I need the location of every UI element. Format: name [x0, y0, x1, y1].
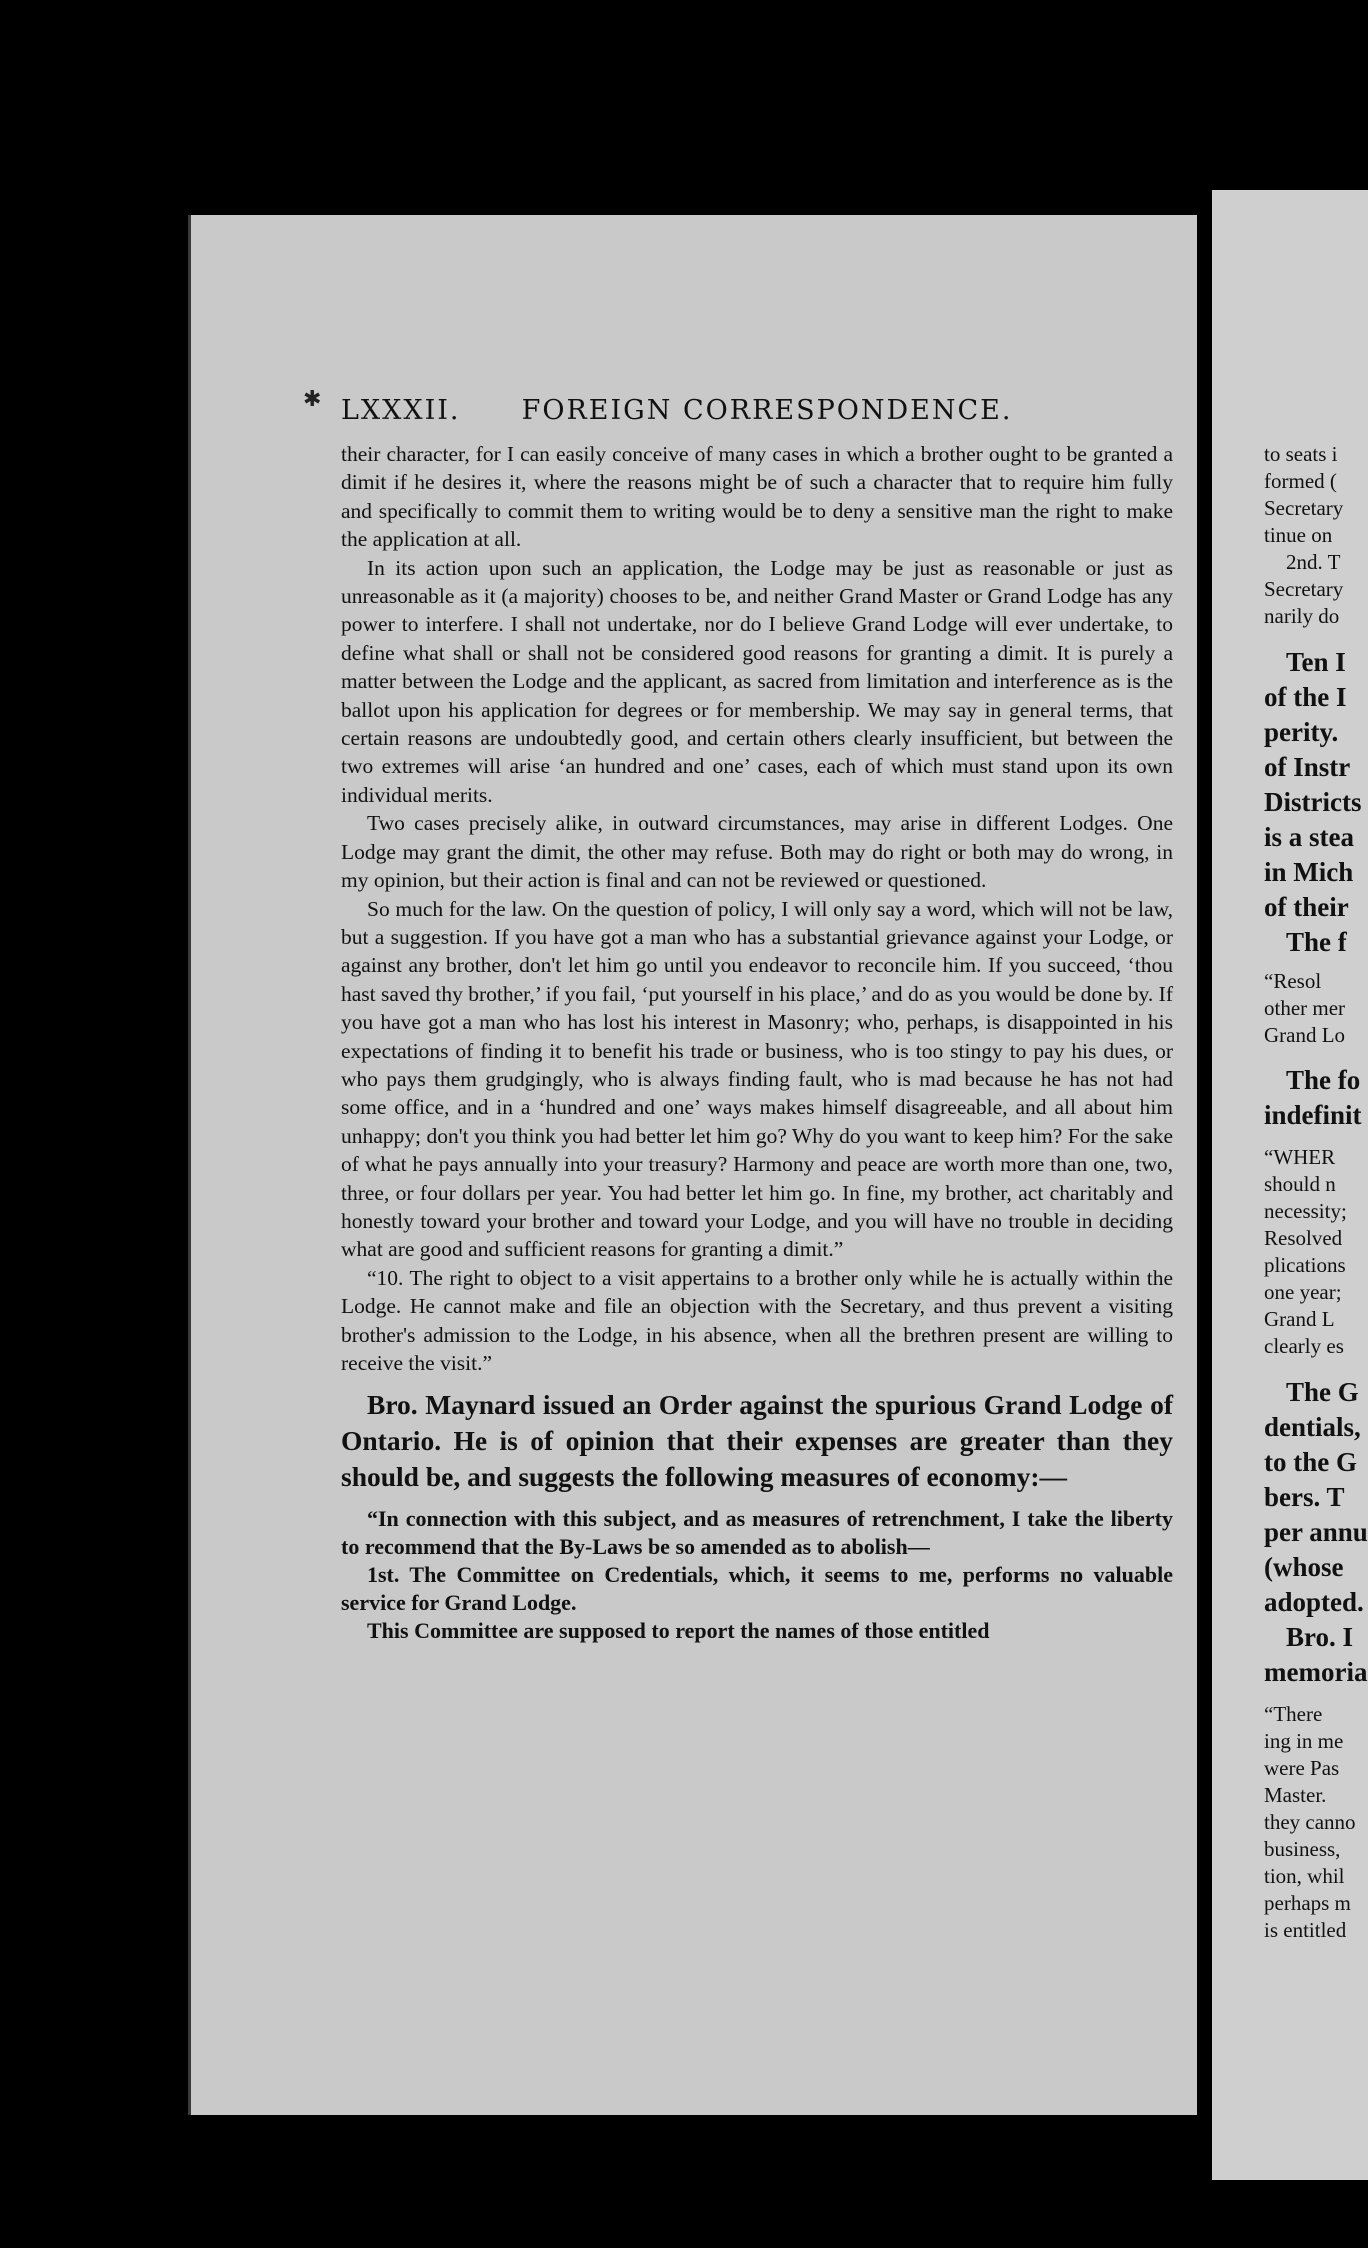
right-page-fragment: Grand Lo	[1264, 1023, 1346, 1047]
right-page-fragment: per annu	[1264, 1517, 1368, 1547]
right-page-fragment: Secretary	[1264, 577, 1344, 601]
right-page-fragment: one year;	[1264, 1280, 1342, 1304]
right-page-fragment: Bro. I	[1286, 1622, 1354, 1652]
right-page-fragment: bers. T	[1264, 1482, 1345, 1512]
right-page-fragment: adopted.	[1264, 1587, 1364, 1617]
right-page-fragment: “WHER	[1264, 1145, 1336, 1169]
right-page-fragment: of Instr	[1264, 752, 1351, 782]
right-page-fragment: they canno	[1264, 1810, 1356, 1834]
page-number: LXXXII.	[341, 395, 461, 426]
left-page	[188, 215, 1197, 2115]
right-page-fragment: is entitled	[1264, 1918, 1347, 1942]
right-page-fragment: to seats i	[1264, 442, 1338, 466]
right-page-fragment: perhaps m	[1264, 1891, 1351, 1915]
right-page-fragment: should n	[1264, 1172, 1336, 1196]
right-page-fragment: (whose	[1264, 1552, 1344, 1582]
right-page-fragment: “Resol	[1264, 969, 1322, 993]
right-page-fragment: Resolved	[1264, 1226, 1343, 1250]
right-page-fragment: of the I	[1264, 682, 1347, 712]
right-page-fragment: The G	[1286, 1377, 1359, 1407]
right-page-fragment: “There	[1264, 1702, 1323, 1726]
right-page-fragment: to the G	[1264, 1447, 1357, 1477]
right-page-fragment: necessity;	[1264, 1199, 1347, 1223]
right-page-fragment: narily do	[1264, 604, 1340, 628]
right-page-fragment: perity.	[1264, 717, 1339, 747]
paragraph: In its action upon such an application, the Lodge may be just as reasonable or just as unreasonable as it (a majority) chooses to be, and neither Grand Master or Grand Lodge has any power to interfere. I shall not undertake, nor do I believe Grand Lodge will ever undertake, to define what shall or shall not be considered good reasons for granting a dimit. It is purely a matter between the Lodge and the applicant, as sacred from limitation and interference as is the ballot upon his application for degrees or for membership. We may say in general terms, that certain reasons are undoubtedly good, and certain others clearly insufficient, but between the two extremes will arise ‘an hundred and one’ cases, each of which must stand upon its own individual merits.	[341, 555, 1173, 807]
right-page-fragment: memoria	[1264, 1657, 1368, 1687]
right-page-fragment: indefinit	[1264, 1100, 1362, 1130]
page-header	[341, 395, 1161, 426]
right-page-fragment: tinue on	[1264, 523, 1333, 547]
right-page-fragment: plications	[1264, 1253, 1346, 1277]
quote-paragraph: 1st. The Committee on Credentials, which, it seems to me, performs no valuable service for Grand Lodge.	[341, 1562, 1173, 1616]
right-page-fragment: Grand L	[1264, 1307, 1335, 1331]
right-page-fragment: 2nd. T	[1286, 550, 1341, 574]
right-page-fragment: The f	[1286, 927, 1347, 957]
right-page-fragment: formed (	[1264, 469, 1337, 493]
right-page-fragment: ing in me	[1264, 1729, 1344, 1753]
right-page-fragment: tion, whil	[1264, 1864, 1345, 1888]
right-page-fragment: were Pas	[1264, 1756, 1340, 1780]
quote-paragraph: “In connection with this subject, and as measures of retrenchment, I take the liberty to recommend that the By-Laws be so amended as to abolish—	[341, 1506, 1173, 1560]
right-page-fragment: business,	[1264, 1837, 1341, 1861]
paragraph: their character, for I can easily conceive of many cases in which a brother ought to be granted a dimit if he desires it, where the reasons might be of such a character that to require him fully and specifically to commit them to writing would be to deny a sensitive man the right to make the application at all.	[341, 442, 1173, 552]
paragraph: So much for the law. On the question of policy, I will only say a word, which will not be law, but a suggestion. If you have got a man who has a substantial grievance against your Lodge, or against any brother, don't let him go until you endeavor to reconcile him. If you succeed, ‘thou hast saved thy brother,’ if you fail, ‘put yourself in his place,’ and do as you would be done by. If you have got a man who has lost his interest in Masonry; who, perhaps, is disappointed in his expectations of finding it to benefit his trade or business, who is too stingy to pay his dues, or who pays them grudgingly, who is always finding fault, who is mad because he has not had some office, and in a ‘hundred and one’ ways makes himself disagreeable, and all about him unhappy; don't you think you had better let him go? Why do you want to keep him? For the sake of what he pays annually into your treasury? Harmony and peace are worth more than one, two, three, or four dollars per year. You had better let him go. In fine, my brother, act charitably and honestly toward your brother and toward your Lodge, and you will have no trouble in deciding what are good and sufficient reasons for granting a dimit.”	[341, 896, 1173, 1262]
section-heading: Bro. Maynard issued an Order against the spurious Grand Lodge of Ontario. He is of opinion that their expenses are greater than they should be, and suggests the following measures of economy:—	[341, 1389, 1173, 1493]
ink-mark: ✱	[303, 387, 322, 412]
paragraph: Two cases precisely alike, in outward circumstances, may arise in different Lodges. One Lodge may grant the dimit, the other may refuse. Both may do right or both may do wrong, in my opinion, but their action is final and can not be reviewed or questioned.	[341, 811, 1173, 893]
right-page-fragment: in Mich	[1264, 857, 1354, 887]
quote-paragraph: This Committee are supposed to report the names of those entitled	[367, 1618, 990, 1644]
right-page-fragment: The fo	[1286, 1065, 1361, 1095]
right-page-fragment: dentials,	[1264, 1412, 1361, 1442]
running-title: FOREIGN CORRESPONDENCE.	[521, 395, 1013, 426]
right-page-fragment: of their	[1264, 892, 1349, 922]
right-page-fragment: is a stea	[1264, 822, 1354, 852]
right-page-fragment: Master.	[1264, 1783, 1327, 1807]
body-text	[341, 440, 1173, 1645]
right-page	[1212, 190, 1368, 2180]
paragraph: “10. The right to object to a visit appertains to a brother only while he is actually within the Lodge. He cannot make and file an objection with the Secretary, and thus prevent a visiting brother's admission to the Lodge, in his absence, when all the brethren present are willing to receive the visit.”	[341, 1265, 1173, 1375]
right-page-fragment: clearly es	[1264, 1334, 1344, 1358]
right-page-fragment: other mer	[1264, 996, 1346, 1020]
right-page-fragment: Secretary	[1264, 496, 1344, 520]
right-page-fragment: Districts	[1264, 787, 1362, 817]
right-page-fragment: Ten I	[1286, 647, 1346, 677]
